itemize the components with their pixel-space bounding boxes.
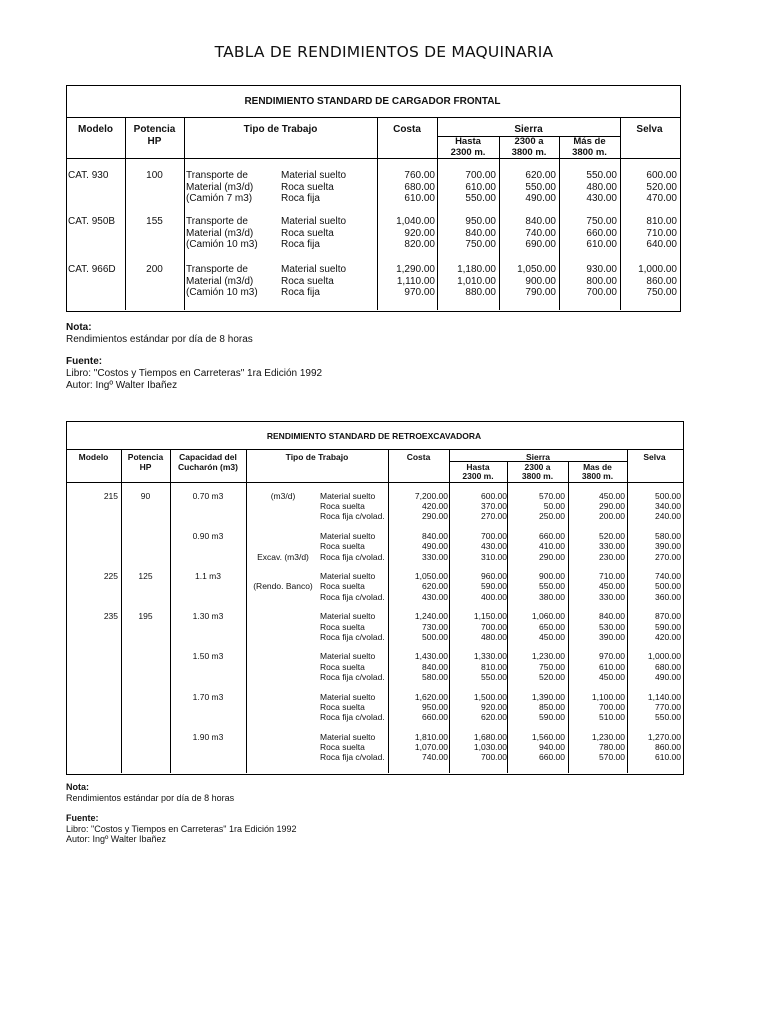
cell-sierra-mas: 530.00 — [599, 621, 625, 632]
cell-sierra-hasta: 620.00 — [481, 711, 507, 722]
source-author-2: Autor: Ingº Walter Ibañez — [66, 834, 167, 844]
cell-sierra-mas: 1,230.00 — [591, 731, 625, 742]
cell-sierra-hasta: 700.00 — [481, 531, 507, 542]
col-header-2300: 2300 a — [514, 136, 544, 147]
col-header-sierra: Sierra — [514, 124, 543, 135]
cell-selva: 710.00 — [646, 227, 677, 239]
cell-sierra-2300: 550.00 — [539, 581, 565, 592]
cell-capacidad: 1.70 m3 — [192, 691, 224, 702]
cell-hp: 90 — [140, 491, 151, 501]
cell-hp: 100 — [146, 170, 163, 181]
cell-sierra-mas: 570.00 — [599, 752, 625, 762]
col2-header-hasta: Hasta — [466, 462, 490, 472]
cell-sierra-mas: 290.00 — [599, 501, 625, 512]
col2-header-tipo: Tipo de Trabajo — [285, 452, 349, 462]
cell-sierra-mas: 450.00 — [599, 671, 625, 682]
cell-descripcion: Transporte de — [186, 264, 248, 275]
cell-material: Roca fija c/volad. — [320, 631, 385, 642]
cell-material: Roca suelta — [320, 701, 365, 712]
cell-modelo: 235 — [103, 611, 118, 622]
cell-costa: 1,110.00 — [396, 275, 435, 287]
cell-sierra-hasta: 1,180.00 — [457, 264, 496, 275]
cell-material: Roca fija c/volad. — [320, 591, 385, 602]
col2-header-modelo: Modelo — [78, 452, 109, 462]
col2-header-sierra: Sierra — [525, 452, 551, 462]
note-label: Nota: — [66, 322, 92, 333]
cell-sierra-mas: 550.00 — [586, 170, 617, 181]
cell-sierra-mas: 430.00 — [586, 193, 617, 205]
cell-sierra-mas: 610.00 — [599, 661, 625, 672]
cell-material: Roca suelta — [281, 275, 334, 287]
cell-sierra-mas: 750.00 — [586, 216, 617, 227]
cell-sierra-2300: 1,050.00 — [517, 264, 556, 275]
cell-sierra-2300: 840.00 — [525, 216, 556, 227]
col2-header-potencia: Potencia — [127, 452, 164, 462]
cell-sierra-2300: 410.00 — [539, 541, 565, 552]
cell-selva: 590.00 — [655, 621, 681, 632]
cell-sierra-2300: 850.00 — [539, 701, 565, 712]
cell-costa: 1,290.00 — [396, 264, 435, 275]
cell-material: Material suelto — [320, 571, 376, 582]
cell-selva: 870.00 — [655, 611, 681, 622]
cell-sierra-mas: 780.00 — [599, 741, 625, 752]
cell-material: Material suelto — [320, 691, 376, 702]
cell-selva: 610.00 — [655, 752, 681, 762]
cell-sierra-hasta: 370.00 — [481, 501, 507, 512]
cell-modelo: 225 — [103, 571, 118, 582]
col2-header-hp: HP — [139, 462, 152, 472]
cell-hp: 195 — [138, 611, 153, 622]
cell-sierra-hasta: 270.00 — [481, 511, 507, 522]
cell-selva: 270.00 — [655, 551, 681, 562]
col2-header-costa: Costa — [406, 452, 431, 462]
cell-sierra-mas: 330.00 — [599, 541, 625, 552]
cell-material: Material suelto — [320, 651, 376, 662]
cell-costa: 620.00 — [422, 581, 448, 592]
cell-costa: 820.00 — [404, 239, 435, 251]
col2-header-2300-2: 3800 m. — [521, 471, 554, 481]
cell-sierra-2300: 1,390.00 — [531, 691, 565, 702]
cell-sierra-2300: 550.00 — [525, 181, 556, 193]
cell-material: Roca fija c/volad. — [320, 511, 385, 522]
cell-selva: 750.00 — [646, 287, 677, 299]
cell-material: Material suelto — [320, 731, 376, 742]
cell-modelo: CAT. 966D — [68, 264, 116, 275]
cell-sierra-hasta: 1,680.00 — [473, 731, 507, 742]
cell-sierra-hasta: 700.00 — [465, 170, 496, 181]
cell-costa: 1,430.00 — [414, 651, 448, 662]
cell-descripcion: Material (m3/d) — [186, 275, 254, 287]
cell-selva: 490.00 — [655, 671, 681, 682]
cell-sierra-mas: 700.00 — [599, 701, 625, 712]
cell-modelo: 215 — [103, 491, 118, 501]
cell-sierra-mas: 840.00 — [599, 611, 625, 622]
cell-sierra-mas: 390.00 — [599, 631, 625, 642]
cell-material: Material suelto — [320, 531, 376, 542]
cell-material: Material suelto — [281, 170, 347, 181]
cell-costa: 680.00 — [404, 181, 435, 193]
cell-selva: 520.00 — [646, 181, 677, 193]
col2-header-2300: 2300 a — [524, 462, 551, 472]
cell-selva: 470.00 — [646, 193, 677, 205]
cell-sierra-hasta: 310.00 — [481, 551, 507, 562]
cell-costa: 330.00 — [422, 551, 448, 562]
page-title: TABLA DE RENDIMIENTOS DE MAQUINARIA — [214, 43, 554, 61]
cell-selva: 580.00 — [655, 531, 681, 542]
cell-sierra-2300: 900.00 — [525, 275, 556, 287]
cell-sierra-hasta: 920.00 — [481, 701, 507, 712]
cell-sierra-hasta: 1,030.00 — [473, 741, 507, 752]
cell-sierra-hasta: 1,010.00 — [457, 275, 496, 287]
cell-sierra-hasta: 430.00 — [481, 541, 507, 552]
cell-sierra-hasta: 700.00 — [481, 752, 507, 762]
cell-material: Roca suelta — [320, 501, 365, 512]
cell-costa: 1,620.00 — [414, 691, 448, 702]
cell-descripcion: Excav. (m3/d) — [257, 551, 309, 562]
cell-sierra-mas: 510.00 — [599, 711, 625, 722]
cell-costa: 740.00 — [422, 752, 448, 762]
cell-costa: 760.00 — [404, 170, 435, 181]
cell-sierra-2300: 450.00 — [539, 631, 565, 642]
cell-selva: 1,140.00 — [647, 691, 681, 702]
cell-sierra-hasta: 550.00 — [465, 193, 496, 205]
col-header-hasta: Hasta — [455, 136, 481, 147]
cell-capacidad: 1.50 m3 — [192, 651, 224, 662]
cell-costa: 290.00 — [422, 511, 448, 522]
col2-header-mas: Mas de — [583, 462, 612, 472]
cell-sierra-2300: 790.00 — [525, 287, 556, 299]
cell-sierra-mas: 660.00 — [586, 227, 617, 239]
cell-hp: 125 — [138, 571, 153, 582]
cell-descripcion: Transporte de — [186, 170, 248, 181]
cell-hp: 200 — [146, 264, 163, 275]
source-label: Fuente: — [66, 356, 103, 367]
col-header-selva: Selva — [636, 124, 663, 135]
cell-costa: 1,040.00 — [396, 216, 435, 227]
cell-material: Roca fija — [281, 239, 320, 251]
cell-selva: 860.00 — [655, 741, 681, 752]
cell-costa: 840.00 — [422, 531, 448, 542]
cell-costa: 1,240.00 — [414, 611, 448, 622]
cell-hp: 155 — [146, 216, 163, 227]
cell-sierra-2300: 520.00 — [539, 671, 565, 682]
cell-selva: 500.00 — [655, 491, 681, 501]
cell-sierra-hasta: 1,150.00 — [473, 611, 507, 622]
cell-selva: 640.00 — [646, 239, 677, 251]
table-title: RENDIMIENTO STANDARD DE CARGADOR FRONTAL — [244, 96, 501, 107]
cell-sierra-2300: 50.00 — [543, 501, 565, 512]
col2-header-cucharon: Cucharón (m3) — [178, 462, 238, 472]
cell-sierra-mas: 800.00 — [586, 275, 617, 287]
cell-material: Roca suelta — [320, 541, 365, 552]
source-label-2: Fuente: — [66, 813, 99, 823]
cell-costa: 500.00 — [422, 631, 448, 642]
cell-capacidad: 0.70 m3 — [192, 491, 224, 501]
cell-sierra-hasta: 610.00 — [465, 181, 496, 193]
cell-sierra-2300: 590.00 — [539, 711, 565, 722]
col2-header-hasta-2: 2300 m. — [462, 471, 494, 481]
cell-sierra-mas: 480.00 — [586, 181, 617, 193]
cell-costa: 1,070.00 — [414, 741, 448, 752]
cell-selva: 240.00 — [655, 511, 681, 522]
cell-sierra-mas: 450.00 — [599, 491, 625, 501]
cell-costa: 610.00 — [404, 193, 435, 205]
cell-selva: 1,270.00 — [647, 731, 681, 742]
cell-costa: 490.00 — [422, 541, 448, 552]
cell-sierra-mas: 710.00 — [599, 571, 625, 582]
cell-modelo: CAT. 950B — [68, 216, 116, 227]
cell-sierra-2300: 660.00 — [539, 531, 565, 542]
cell-sierra-mas: 230.00 — [599, 551, 625, 562]
cell-sierra-2300: 740.00 — [525, 227, 556, 239]
cell-sierra-2300: 490.00 — [525, 193, 556, 205]
cell-sierra-2300: 900.00 — [539, 571, 565, 582]
cell-sierra-hasta: 950.00 — [465, 216, 496, 227]
col-header-mas: Más de — [573, 136, 606, 147]
table-title-2: RENDIMIENTO STANDARD DE RETROEXCAVADORA — [266, 431, 482, 441]
cell-material: Roca suelta — [320, 621, 365, 632]
cell-selva: 740.00 — [655, 571, 681, 582]
cell-sierra-mas: 610.00 — [586, 239, 617, 251]
cell-material: Material suelto — [281, 264, 347, 275]
cell-sierra-2300: 620.00 — [525, 170, 556, 181]
cell-costa: 730.00 — [422, 621, 448, 632]
cell-sierra-hasta: 1,330.00 — [473, 651, 507, 662]
cell-sierra-2300: 690.00 — [525, 239, 556, 251]
cell-material: Roca suelta — [320, 661, 365, 672]
cell-selva: 1,000.00 — [647, 651, 681, 662]
cell-sierra-mas: 330.00 — [599, 591, 625, 602]
cell-sierra-mas: 1,100.00 — [591, 691, 625, 702]
source-author: Autor: Ingº Walter Ibañez — [66, 380, 178, 391]
cell-costa: 920.00 — [404, 227, 435, 239]
cell-descripcion: (Rendo. Banco) — [253, 581, 313, 592]
cell-material: Roca fija c/volad. — [320, 551, 385, 562]
cell-sierra-mas: 450.00 — [599, 581, 625, 592]
cell-sierra-2300: 250.00 — [539, 511, 565, 522]
cell-costa: 840.00 — [422, 661, 448, 672]
cell-selva: 680.00 — [655, 661, 681, 672]
cell-material: Material suelto — [320, 611, 376, 622]
col-header-tipo: Tipo de Trabajo — [243, 124, 318, 135]
note-text-2: Rendimientos estándar por día de 8 horas — [66, 793, 235, 803]
cell-sierra-2300: 940.00 — [539, 741, 565, 752]
cell-sierra-mas: 930.00 — [586, 264, 617, 275]
cell-sierra-mas: 520.00 — [599, 531, 625, 542]
cell-sierra-hasta: 550.00 — [481, 671, 507, 682]
cell-sierra-hasta: 700.00 — [481, 621, 507, 632]
cell-selva: 500.00 — [655, 581, 681, 592]
cell-costa: 420.00 — [422, 501, 448, 512]
cell-selva: 420.00 — [655, 631, 681, 642]
cell-sierra-2300: 1,060.00 — [531, 611, 565, 622]
cell-sierra-2300: 380.00 — [539, 591, 565, 602]
cell-material: Roca suelta — [281, 227, 334, 239]
cell-material: Roca suelta — [320, 581, 365, 592]
cell-descripcion: Transporte de — [186, 216, 248, 227]
cell-sierra-hasta: 590.00 — [481, 581, 507, 592]
cell-selva: 1,000.00 — [638, 264, 677, 275]
cell-sierra-2300: 650.00 — [539, 621, 565, 632]
cell-sierra-2300: 750.00 — [539, 661, 565, 672]
col-header-2300-2: 3800 m. — [511, 147, 547, 158]
cell-sierra-hasta: 750.00 — [465, 239, 496, 251]
cell-sierra-2300: 570.00 — [539, 491, 565, 501]
cell-costa: 430.00 — [422, 591, 448, 602]
cell-costa: 660.00 — [422, 711, 448, 722]
cell-descripcion: Material (m3/d) — [186, 181, 254, 193]
cell-material: Material suelto — [281, 216, 347, 227]
cell-sierra-mas: 700.00 — [586, 287, 617, 299]
cell-material: Roca suelta — [320, 741, 365, 752]
cell-costa: 580.00 — [422, 671, 448, 682]
cell-descripcion: (Camión 10 m3) — [186, 287, 258, 299]
cell-descripcion: (m3/d) — [270, 491, 296, 501]
note-label-2: Nota: — [66, 782, 89, 792]
cell-material: Material suelto — [320, 491, 376, 501]
cell-sierra-2300: 1,560.00 — [531, 731, 565, 742]
col-header-mas-2: 3800 m. — [572, 147, 607, 158]
cell-sierra-hasta: 600.00 — [481, 491, 507, 501]
cell-capacidad: 1.90 m3 — [192, 731, 224, 742]
col-header-hp: HP — [147, 136, 162, 147]
cell-material: Roca fija — [281, 193, 320, 205]
cell-selva: 810.00 — [646, 216, 677, 227]
cell-selva: 390.00 — [655, 541, 681, 552]
cell-modelo: CAT. 930 — [68, 170, 109, 181]
cell-sierra-2300: 290.00 — [539, 551, 565, 562]
cell-costa: 1,810.00 — [414, 731, 448, 742]
cell-sierra-hasta: 880.00 — [465, 287, 496, 299]
cell-sierra-hasta: 400.00 — [481, 591, 507, 602]
cell-costa: 1,050.00 — [414, 571, 448, 582]
cell-costa: 950.00 — [422, 701, 448, 712]
col2-header-mas-2: 3800 m. — [581, 471, 614, 481]
cell-selva: 770.00 — [655, 701, 681, 712]
col2-header-capacidad: Capacidad del — [179, 452, 237, 462]
cell-material: Roca suelta — [281, 181, 334, 193]
cell-selva: 550.00 — [655, 711, 681, 722]
cell-capacidad: 0.90 m3 — [192, 531, 224, 542]
cell-capacidad: 1.30 m3 — [192, 611, 224, 622]
cell-sierra-2300: 1,230.00 — [531, 651, 565, 662]
col-header-potencia: Potencia — [133, 124, 176, 135]
cell-costa: 7,200.00 — [414, 491, 448, 501]
cell-costa: 970.00 — [404, 287, 435, 299]
cell-selva: 600.00 — [646, 170, 677, 181]
cell-sierra-mas: 200.00 — [599, 511, 625, 522]
cell-sierra-hasta: 480.00 — [481, 631, 507, 642]
cell-selva: 860.00 — [646, 275, 677, 287]
cell-sierra-hasta: 810.00 — [481, 661, 507, 672]
cell-selva: 340.00 — [655, 501, 681, 512]
cell-descripcion: Material (m3/d) — [186, 227, 254, 239]
cell-capacidad: 1.1 m3 — [195, 571, 221, 582]
cell-material: Roca fija c/volad. — [320, 671, 385, 682]
source-book-2: Libro: "Costos y Tiempos en Carreteras" 1ra Edición 1992 — [66, 824, 297, 834]
cell-sierra-hasta: 840.00 — [465, 227, 496, 239]
cell-material: Roca fija c/volad. — [320, 752, 385, 762]
cell-sierra-hasta: 1,500.00 — [473, 691, 507, 702]
note-text: Rendimientos estándar por día de 8 horas — [66, 334, 253, 345]
source-book: Libro: "Costos y Tiempos en Carreteras" 1ra Edición 1992 — [66, 368, 323, 379]
cell-selva: 360.00 — [655, 591, 681, 602]
cell-descripcion: (Camión 10 m3) — [186, 239, 258, 251]
cell-sierra-2300: 660.00 — [539, 752, 565, 762]
cell-material: Roca fija c/volad. — [320, 711, 385, 722]
cell-descripcion: (Camión 7 m3) — [186, 193, 253, 205]
col-header-hasta-2: 2300 m. — [450, 147, 486, 158]
cell-sierra-hasta: 960.00 — [481, 571, 507, 582]
cell-sierra-mas: 970.00 — [599, 651, 625, 662]
col2-header-selva: Selva — [643, 452, 666, 462]
cell-material: Roca fija — [281, 287, 320, 299]
col-header-costa: Costa — [393, 124, 421, 135]
col-header-modelo: Modelo — [78, 124, 113, 135]
